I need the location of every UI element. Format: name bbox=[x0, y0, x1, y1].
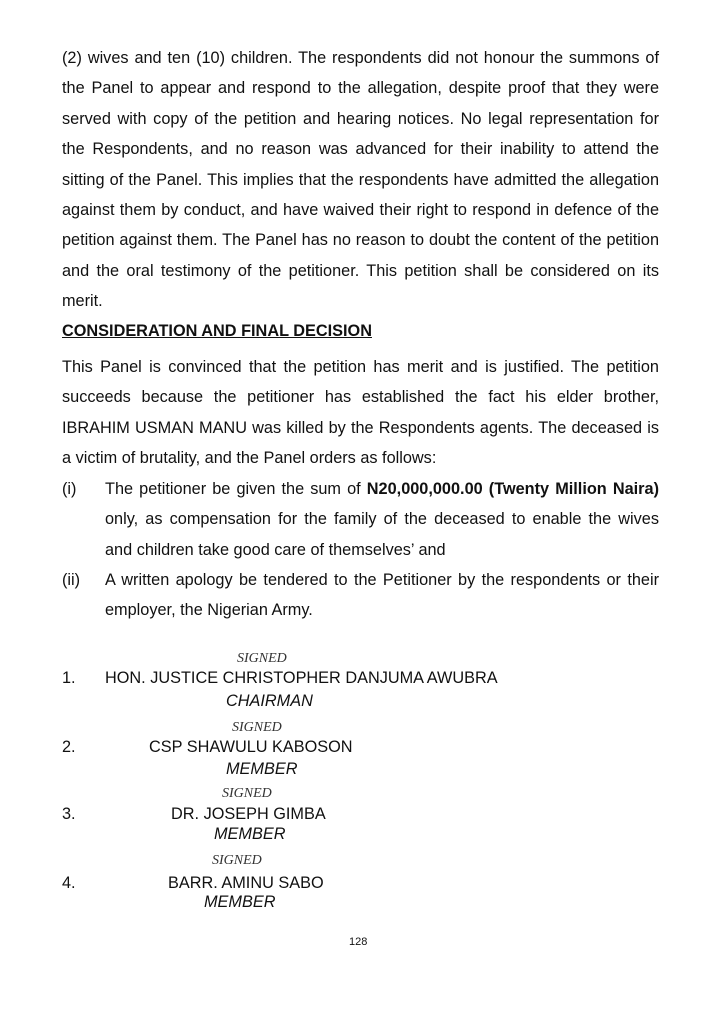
signatory-name: HON. JUSTICE CHRISTOPHER DANJUMA AWUBRA bbox=[105, 669, 498, 687]
signed-mark: SIGNED bbox=[237, 651, 287, 666]
compensation-amount: N20,000,000.00 (Twenty Million Naira) bbox=[366, 480, 659, 498]
signatory-role: CHAIRMAN bbox=[226, 692, 313, 710]
signed-mark: SIGNED bbox=[212, 853, 262, 868]
paragraph-decision: This Panel is convinced that the petition has merit and is justified. The petition succeeds because the petitioner has established the fact his elder brother, IBRAHIM USMAN MANU was killed by the Respondents agents. The deceased is a victim of brutality, and the Panel orders as follows: bbox=[62, 358, 659, 468]
section-heading: CONSIDERATION AND FINAL DECISION bbox=[62, 322, 372, 340]
signatory-role: MEMBER bbox=[226, 760, 298, 778]
signatory-name: BARR. AMINU SABO bbox=[168, 874, 324, 892]
signatory-name: CSP SHAWULU KABOSON bbox=[149, 738, 353, 756]
signatory-name: DR. JOSEPH GIMBA bbox=[171, 805, 326, 823]
signed-mark: SIGNED bbox=[222, 786, 272, 801]
signatory-role: MEMBER bbox=[214, 825, 286, 843]
paragraph-respondents-default: (2) wives and ten (10) children. The respondents did not honour the summons of the Panel to appear and respond to the allegation, despite proof that they were served with copy of the petition and hearing notices. No legal representation for the Respondents, and no reason was advanced for their inability to attend the sitting of the Panel. This implies that the respondents have admitted the allegation against them by conduct, and have waived their right to respond in defence of the petition against them. The Panel has no reason to doubt the content of the petition and the oral testimony of the petitioner. This petition shall be considered on its merit. bbox=[62, 49, 659, 311]
signed-mark: SIGNED bbox=[232, 720, 282, 735]
order-compensation bbox=[105, 474, 659, 565]
order-number: (i) bbox=[62, 480, 77, 498]
signatory-role: MEMBER bbox=[204, 893, 276, 911]
order-apology: A written apology be tendered to the Petitioner by the respondents or their employer, the Nigerian Army. bbox=[105, 571, 659, 620]
signatory-number: 4. bbox=[62, 874, 76, 892]
page-number: 128 bbox=[349, 936, 368, 948]
signatory-number: 1. bbox=[62, 669, 76, 687]
order-text: The petitioner be given the sum of bbox=[105, 480, 367, 498]
signatory-number: 3. bbox=[62, 805, 76, 823]
signatory-number: 2. bbox=[62, 738, 76, 756]
order-number: (ii) bbox=[62, 571, 81, 589]
order-text: only, as compensation for the family of the deceased to enable the wives and children take good care of themselves’ and bbox=[105, 510, 659, 559]
